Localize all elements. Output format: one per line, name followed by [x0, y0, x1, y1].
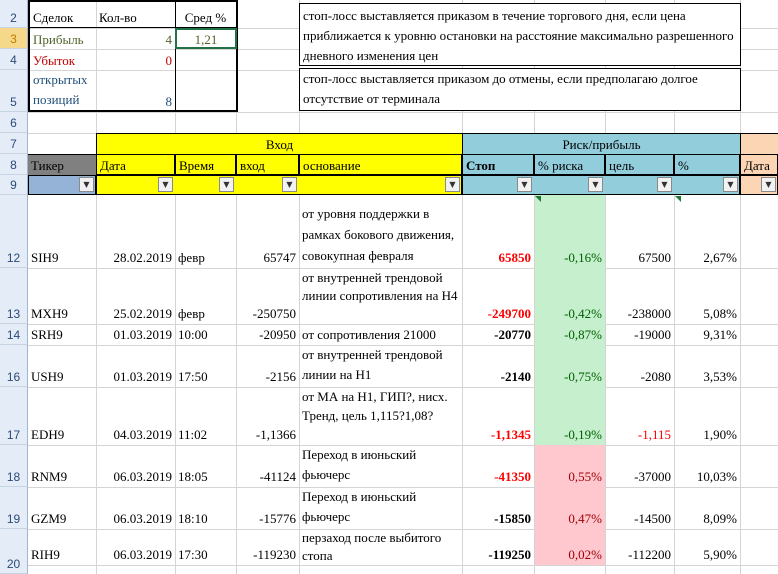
filter-arrow-icon: ▼ [223, 179, 230, 189]
table-row-edh9-pct[interactable]: 1,90% [703, 427, 737, 442]
table-row-rnm9-date[interactable]: 06.03.2019 [113, 469, 172, 484]
table-row-srh9-pct[interactable]: 9,31% [703, 327, 737, 342]
profit-label: Прибыль [33, 32, 84, 47]
filter-arrow-icon: ▼ [286, 179, 293, 189]
row-header-19[interactable]: 19 [0, 487, 28, 529]
table-row-sih9-ticker[interactable]: SIH9 [31, 250, 59, 265]
table-row-ush9-reason[interactable]: от внутренней трендовой линии на H1 [302, 347, 443, 382]
table-row-rih9-risk[interactable]: 0,02% [535, 529, 605, 565]
row-header-8[interactable]: 8 [0, 154, 28, 175]
filter-arrow-icon: ▼ [661, 179, 668, 189]
filter-dropdown-stop[interactable] [517, 177, 532, 192]
filter-arrow-icon: ▼ [727, 179, 734, 189]
col-header-date[interactable]: Дата [96, 154, 175, 175]
table-row-srh9-ticker[interactable]: SRH9 [31, 327, 63, 342]
grid-row-line [28, 565, 778, 566]
table-row-edh9-stop[interactable]: -1,1345 [490, 427, 531, 442]
table-row-sih9-target[interactable]: 67500 [638, 250, 671, 265]
open-positions-label: открытых позиций [33, 72, 88, 107]
row-header-7[interactable]: 7 [0, 133, 28, 154]
col-header-target[interactable]: цель [605, 154, 674, 175]
loss-label: Убыток [33, 53, 76, 68]
col-header-time[interactable]: Время [175, 154, 236, 175]
table-row-gzm9-reason[interactable]: Переход в июньский фьючерс [302, 489, 417, 524]
profit-count: 4 [165, 32, 172, 47]
table-row-mxh9-ticker[interactable]: MXH9 [31, 306, 68, 321]
table-row-rih9-target[interactable]: -112200 [628, 547, 671, 562]
table-row-ush9-date[interactable]: 01.03.2019 [113, 369, 172, 384]
stop-loss-note-gtc: стоп-лосс выставляется приказом до отмены, если предполагаю долгое отсутствие от терминала [299, 68, 741, 111]
table-row-srh9-reason[interactable]: от сопротивления 21000 [302, 327, 436, 342]
row-header-20[interactable]: 20 [0, 529, 28, 574]
row-header-2[interactable]: 2 [0, 0, 28, 28]
table-row-sih9-date[interactable]: 28.02.2019 [113, 250, 172, 265]
comment-indicator-icon [535, 196, 541, 202]
table-row-ush9-risk[interactable]: -0,75% [535, 345, 605, 387]
summary-header-deals: Сделок [33, 10, 74, 25]
group-header-entry: Вход [96, 133, 462, 154]
table-row-gzm9-ticker[interactable]: GZM9 [31, 511, 67, 526]
table-row-rnm9-risk[interactable]: 0,55% [535, 445, 605, 487]
table-row-edh9-time[interactable]: 11:02 [178, 427, 208, 442]
profit-avg: 1,21 [194, 32, 218, 47]
table-row-rih9-pct[interactable]: 5,90% [703, 547, 737, 562]
filter-dropdown-time[interactable] [219, 177, 234, 192]
comment-indicator-icon [675, 196, 681, 202]
row-header-6[interactable]: 6 [0, 112, 28, 133]
table-row-edh9-reason[interactable]: от МА на H1, ГИП?, нисх. Тренд, цель 1,115?1,08? [302, 389, 448, 423]
filter-dropdown-date[interactable] [158, 177, 173, 192]
filter-arrow-icon: ▼ [83, 179, 90, 189]
table-row-gzm9-pct[interactable]: 8,09% [703, 511, 737, 526]
col-header-stop[interactable]: Стоп [462, 154, 534, 175]
table-row-rnm9-ticker[interactable]: RNM9 [31, 469, 68, 484]
table-row-ush9-ticker[interactable]: USH9 [31, 369, 64, 384]
col-header-risk-pct[interactable]: % риска [534, 154, 605, 175]
filter-dropdown-ticker[interactable] [79, 177, 94, 192]
row-header-14[interactable]: 14 [0, 324, 28, 345]
row-header-13[interactable]: 13 [0, 268, 28, 324]
table-row-sih9-time[interactable]: февр [178, 250, 205, 265]
filter-row-entry [96, 175, 462, 195]
table-row-ush9-pct[interactable]: 3,53% [703, 369, 737, 384]
table-row-srh9-target[interactable]: -19000 [634, 327, 671, 342]
col-header-pct[interactable]: % [674, 154, 740, 175]
filter-arrow-icon: ▼ [521, 179, 528, 189]
table-row-rnm9-reason[interactable]: Переход в июньский фьючерс [302, 447, 417, 482]
row-header-4[interactable]: 4 [0, 49, 28, 70]
open-positions-count: 8 [165, 94, 172, 109]
row-header-17[interactable]: 17 [0, 387, 28, 445]
active-cell[interactable] [175, 28, 237, 49]
filter-dropdown-entry[interactable] [282, 177, 297, 192]
filter-arrow-icon: ▼ [449, 179, 456, 189]
table-row-gzm9-entry[interactable]: -15776 [259, 511, 296, 526]
row-header-18[interactable]: 18 [0, 445, 28, 487]
table-row-gzm9-date[interactable]: 06.03.2019 [113, 511, 172, 526]
summary-header-count: Кол-во [99, 10, 137, 25]
summary-header-avg: Сред % [184, 10, 227, 25]
loss-count: 0 [165, 53, 172, 68]
table-row-edh9-risk[interactable]: -0,19% [535, 387, 605, 445]
row-header-3[interactable]: 3 [0, 28, 28, 49]
table-row-mxh9-target[interactable]: -238000 [627, 306, 671, 321]
filter-dropdown-risk-pct[interactable] [588, 177, 603, 192]
table-row-ush9-stop[interactable]: -2140 [500, 369, 531, 384]
table-row-mxh9-pct[interactable]: 5,08% [703, 306, 737, 321]
table-row-edh9-target[interactable]: -1,115 [637, 427, 671, 442]
table-row-rih9-time[interactable]: 17:30 [178, 547, 208, 562]
table-row-mxh9-time[interactable]: февр [178, 306, 205, 321]
filter-dropdown-pct[interactable] [723, 177, 738, 192]
table-row-rih9-reason[interactable]: перзаход после выбитого стопа [302, 530, 442, 563]
filter-arrow-icon: ▼ [162, 179, 169, 189]
stop-loss-note-intraday: стоп-лосс выставляется приказом в течение торгового дня, если цена приближается к уровню остановки на расстояние максимально разрешенного дневного изменения цен [299, 3, 741, 66]
grid-row-line [28, 112, 778, 113]
table-row-rnm9-target[interactable]: -37000 [634, 469, 671, 484]
table-row-srh9-date[interactable]: 01.03.2019 [113, 327, 172, 342]
table-row-rih9-ticker[interactable]: RIH9 [31, 547, 60, 562]
filter-dropdown-target[interactable] [657, 177, 672, 192]
table-row-mxh9-reason[interactable]: от внутренней трендовой линии сопротивления на H4 [302, 270, 458, 303]
col-header-ticker[interactable]: Тикер [28, 154, 96, 175]
table-row-rih9-stop[interactable]: -119250 [488, 547, 531, 562]
table-row-rnm9-time[interactable]: 18:05 [178, 469, 208, 484]
table-row-mxh9-entry[interactable]: -250750 [252, 306, 296, 321]
table-row-sih9-risk[interactable]: -0,16% [535, 195, 605, 268]
table-row-srh9-risk[interactable]: -0,87% [535, 324, 605, 345]
table-row-mxh9-date[interactable]: 25.02.2019 [113, 306, 172, 321]
col-header-entry[interactable]: вход [236, 154, 299, 175]
table-row-ush9-entry[interactable]: -2156 [265, 369, 296, 384]
table-row-gzm9-risk[interactable]: 0,47% [535, 487, 605, 529]
summary-divider [175, 0, 176, 112]
table-row-sih9-entry[interactable]: 65747 [263, 250, 296, 265]
table-row-mxh9-stop[interactable]: -249700 [487, 306, 531, 321]
table-row-sih9-pct[interactable]: 2,67% [703, 250, 737, 265]
table-row-rnm9-pct[interactable]: 10,03% [696, 469, 737, 484]
table-row-edh9-date[interactable]: 04.03.2019 [113, 427, 172, 442]
table-row-gzm9-stop[interactable]: -15850 [494, 511, 531, 526]
table-row-edh9-ticker[interactable]: EDH9 [31, 427, 65, 442]
table-row-ush9-target[interactable]: -2080 [640, 369, 671, 384]
table-row-srh9-stop[interactable]: -20770 [494, 327, 531, 342]
table-row-sih9-stop[interactable]: 65850 [498, 250, 531, 265]
table-row-gzm9-target[interactable]: -14500 [634, 511, 671, 526]
table-row-rnm9-stop[interactable]: -41350 [494, 469, 531, 484]
filter-arrow-icon: ▼ [765, 179, 772, 189]
row-header-9[interactable]: 9 [0, 175, 28, 195]
row-header-5[interactable]: 5 [0, 70, 28, 112]
table-row-srh9-entry[interactable]: -20950 [259, 327, 296, 342]
table-row-mxh9-risk[interactable]: -0,42% [535, 268, 605, 324]
row-header-12[interactable]: 12 [0, 195, 28, 268]
row-header-16[interactable]: 16 [0, 345, 28, 387]
group-header-risk: Риск/прибыль [462, 133, 740, 154]
table-row-rih9-entry[interactable]: -119230 [253, 547, 296, 562]
filter-arrow-icon: ▼ [592, 179, 599, 189]
filter-dropdown-exit-date[interactable] [761, 177, 776, 192]
table-row-srh9-time[interactable]: 10:00 [178, 327, 208, 342]
group-header-exit [740, 133, 778, 154]
table-row-rnm9-entry[interactable]: -41124 [259, 469, 296, 484]
table-row-gzm9-time[interactable]: 18:10 [178, 511, 208, 526]
filter-dropdown-reason[interactable] [445, 177, 460, 192]
table-row-rih9-date[interactable]: 06.03.2019 [113, 547, 172, 562]
table-row-sih9-reason[interactable]: от уровня поддержки в рамках бокового движения, совокупная февраля [302, 206, 455, 263]
col-header-exit-date[interactable]: Дата [740, 154, 778, 175]
col-header-reason[interactable]: основание [299, 154, 462, 175]
table-row-edh9-entry[interactable]: -1,1366 [255, 427, 296, 442]
table-row-ush9-time[interactable]: 17:50 [178, 369, 208, 384]
